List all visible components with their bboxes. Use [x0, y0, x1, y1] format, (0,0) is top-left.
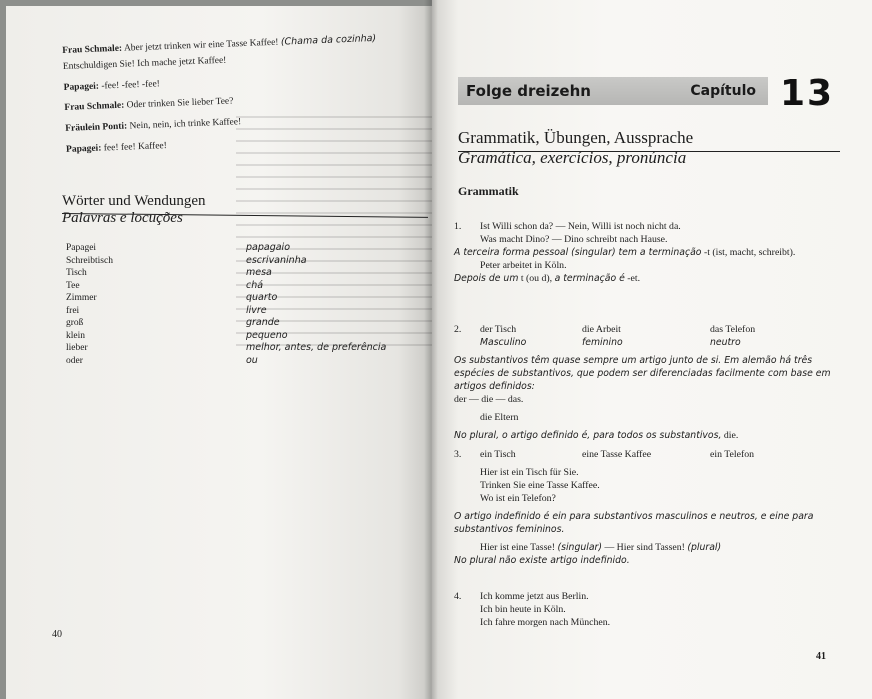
dialogue-line: Papagei: fee! fee! Kaffee! [65, 140, 168, 155]
article-columns: 2. der Tisch die Arbeit das Telefon [454, 324, 756, 335]
title-de: Grammatik, Übungen, Aussprache [458, 128, 694, 147]
note: No plural não existe artigo indefinido. [454, 555, 630, 566]
title-rule [458, 151, 840, 152]
dialogue-line: Fräulein Ponti: Nein, nein, ich trinke Kaffee! [65, 117, 242, 134]
chapter-banner [458, 77, 768, 105]
vocab-section-heading [62, 193, 432, 227]
grammar-section-3: 3. ein Tisch eine Tasse Kaffee ein Telefon Hier ist ein Tisch für Sie. Trinken Sie eine Tasse Kaffee. Wo ist ein Telefon? O artigo indefinido é ein para substantivos masculinos e neutros, e eine para substantivos femininos. Hier ist eine Tasse! (singular) — Hier sind Tassen! (plural) No plural não existe artigo indefinido. [454, 448, 844, 567]
dialogue-line: Frau Schmale: Oder trinken Sie lieber Tee? [64, 96, 234, 114]
dialogue-line: Papagei: -fee! -fee! -fee! [63, 78, 161, 93]
chapter-label-pt: Capítulo [690, 83, 756, 99]
title-pt: Gramática, exercícios, pronúncia [458, 148, 687, 167]
section-title-de: Wörter und Wendungen [62, 193, 206, 209]
page-number-left: 40 [52, 629, 62, 640]
chapter-label-de: Folge dreizehn [466, 82, 591, 100]
article-columns: 3. ein Tisch eine Tasse Kaffee ein Telefon [454, 449, 755, 460]
note: O artigo indefinido é ein para substantivos masculinos e neutros, e eine para substantivos femininos. [454, 511, 814, 535]
note: A terceira forma pessoal (singular) tem a terminação -t (ist, macht, schreibt). [454, 247, 796, 258]
dialogue-block [62, 31, 396, 164]
section-title-pt: Palavras e locuções [62, 210, 183, 226]
grammar-section-2: 2. der Tisch die Arbeit das Telefon Masculino feminino neutro Os substantivos têm quase sempre um artigo junto de si. Em alemão há três espécies de substantivos, que podem ser diferenciadas facilmente com base em artigos definidos: der — die — das. die Eltern No plural, o artigo definido é, para todos os substantivos, die. [454, 323, 844, 442]
gender-columns: Masculino feminino neutro [480, 337, 741, 348]
book-spread: Frau Schmale: Aber jetzt trinken wir eine Tasse Kaffee! (Chama da cozinha) Entschuldigen Sie! Ich mache jetzt Kaffee! Papagei: -fee! -fee! -fee! Frau Schmale: Oder trinken Sie lieber Tee? Fräulein Ponti: Nein, nein, ich trinke Kaffee! Papagei: fee! fee! Kaffee! Wörter und Wendungen Palavras e locuções Papagei papagaio Schreibtisch escrivaninha Tisch mesa Tee chá Zimmer quarto frei livre groß grande klein pequeno lieber melhor, antes, de preferência oder ou 40 Folge dreizehn Capítulo 13 Grammatik, Übungen, Aussprache Gramática, exercícios, pronúncia Grammatik 1. Ist Willi schon da? — Nein, Willi ist noch nicht da. Was macht Dino? — Dino schreibt nach Hause. A terceira forma pessoal (singular) tem a terminação -t (ist, macht, schreibt). Peter arbeitet in Köln. Depois de um t (ou d), a terminação é -et. 2. der Tisch die Arbeit das Telefon Masculino feminino neutro Os substantivos têm quase sempre um artigo junto de si. Em alemão há três espécies de substantivos, que podem ser diferenciadas facilmente com base em artigos definidos: der — die — das. die Eltern No plural, o artigo definido é, para todos os substantivos, die. 3. ein Tisch eine Tasse Kaffee ein Telefon Hier ist ein Tisch für Sie. Trinken Sie eine Tasse Kaffee. Wo ist ein Telefon? O artigo indefinido é ein para substantivos masculinos e neutros, e eine para substantivos femininos. Hier ist eine Tasse! (singular) — Hier sind Tassen! (plural) No plural não existe artigo indefinido. 4. Ich komme jetzt aus Berlin. Ich bin heute in Köln. Ich fahre morgen nach München. 41 [0, 0, 872, 699]
note: No plural, o artigo definido é, para todos os substantivos, die. [454, 430, 739, 441]
grammar-section-1: 1. Ist Willi schon da? — Nein, Willi ist noch nicht da. Was macht Dino? — Dino schreibt nach Hause. A terceira forma pessoal (singular) tem a terminação -t (ist, macht, schreibt). Peter arbeitet in Köln. Depois de um t (ou d), a terminação é -et. [454, 220, 844, 285]
dialogue-line: Entschuldigen Sie! Ich mache jetzt Kaffee! [62, 55, 227, 72]
bleed-through-text [236, 106, 432, 626]
grammar-section-4: 4. Ich komme jetzt aus Berlin. Ich bin heute in Köln. Ich fahre morgen nach München. [454, 591, 611, 628]
subheading: Grammatik [458, 184, 519, 198]
page-number-right: 41 [816, 651, 826, 662]
right-page-content [432, 0, 872, 699]
page-title [458, 128, 840, 168]
dialogue-line: Frau Schmale: Aber jetzt trinken wir eine Tasse Kaffee! (Chama da cozinha) [62, 32, 377, 56]
note: Os substantivos têm quase sempre um artigo junto de si. Em alemão há três espécies de substantivos, que podem ser diferenciadas facilmente com base em artigos definidos: [454, 355, 831, 392]
chapter-number: 13 [780, 73, 835, 114]
note: Depois de um t (ou d), a terminação é -et. [454, 273, 641, 284]
